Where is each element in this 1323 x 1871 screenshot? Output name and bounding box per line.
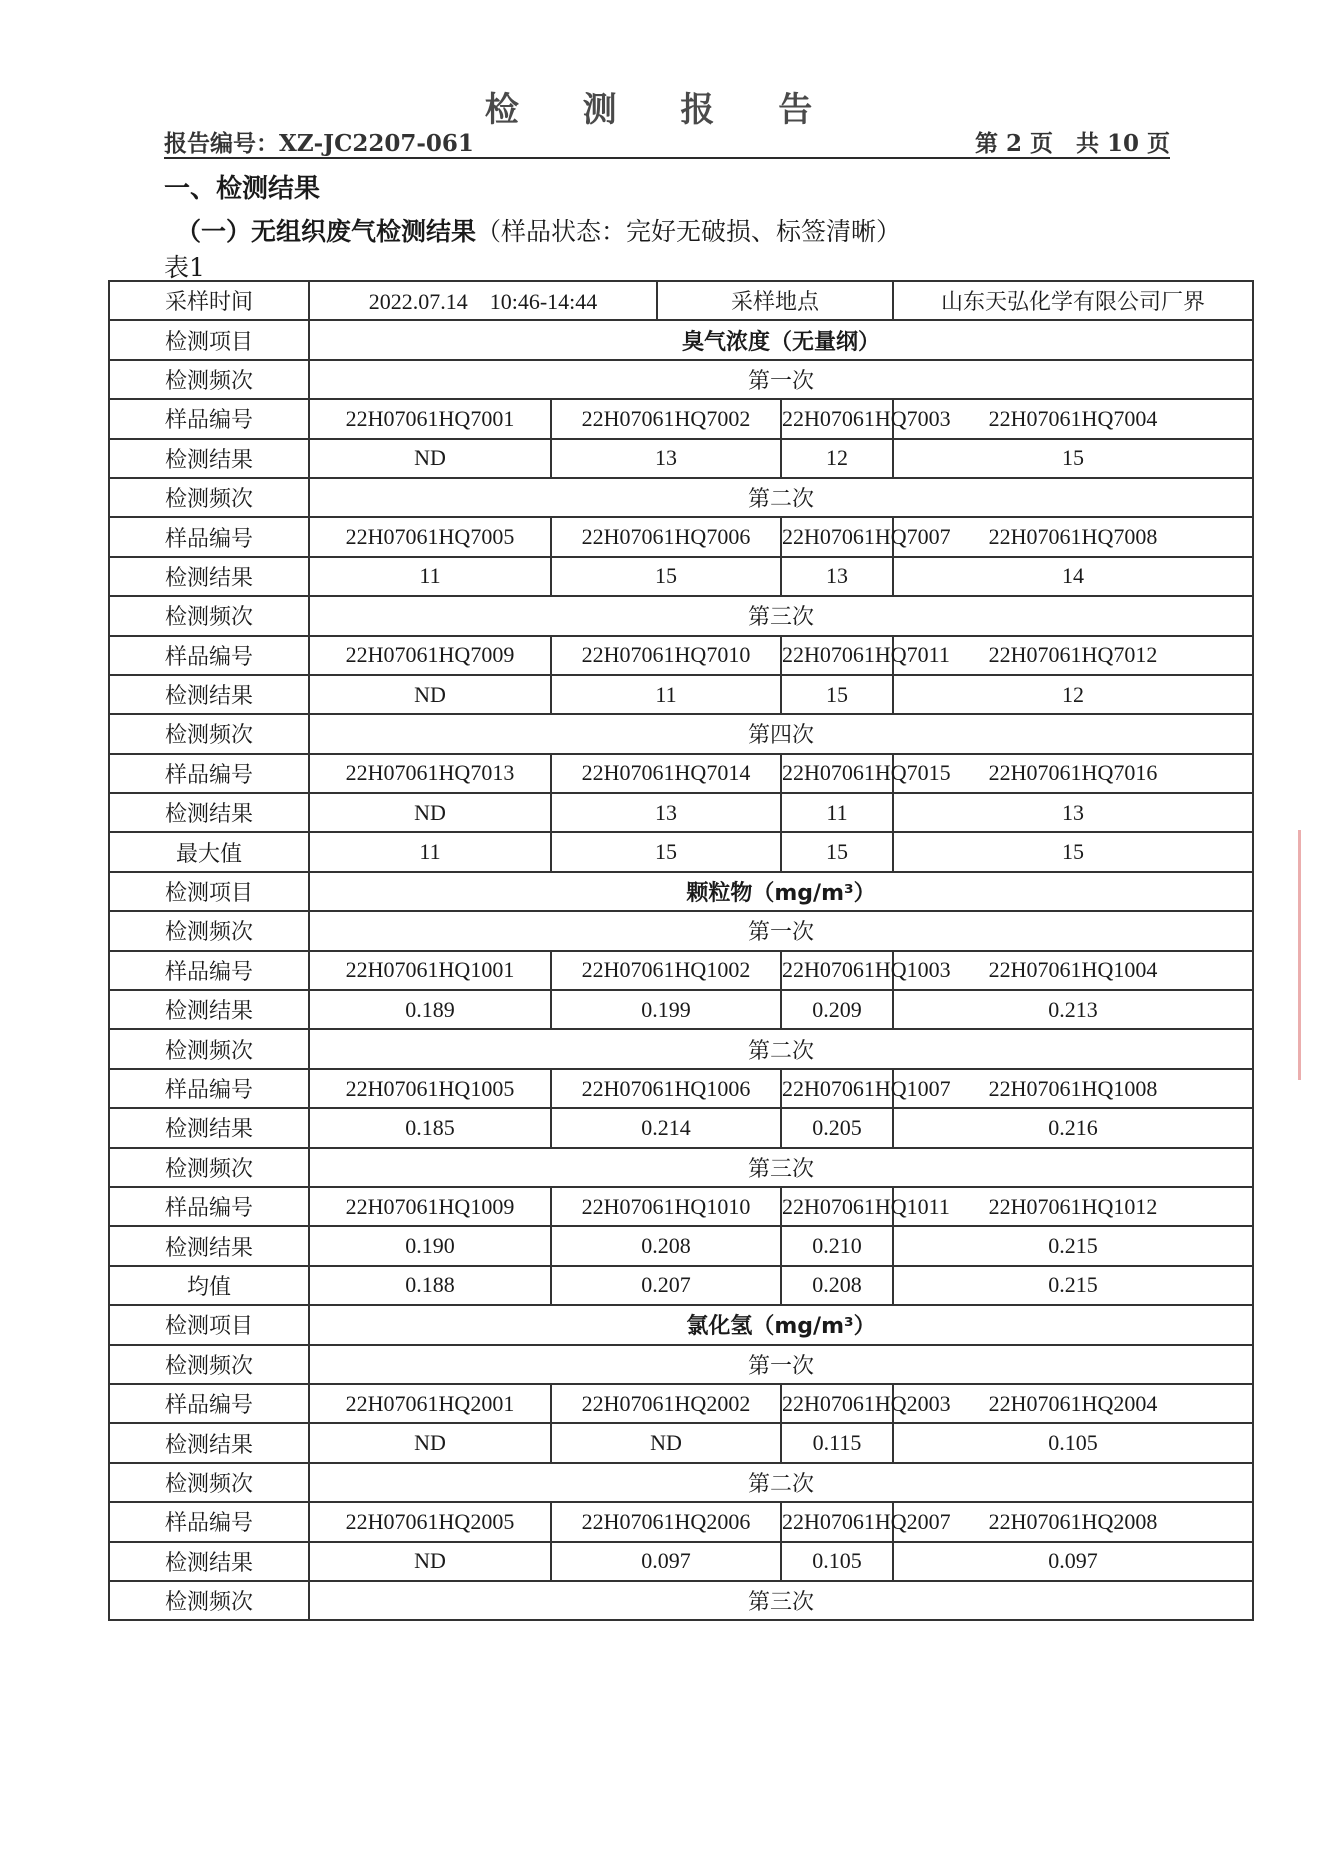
row-label: 检测项目 — [109, 320, 309, 359]
test-item-value: 臭气浓度（无量纲） — [309, 320, 1253, 359]
row-value-cell: ND — [309, 439, 551, 478]
row-value-cell: 11 — [309, 557, 551, 596]
row-label: 样品编号 — [109, 636, 309, 675]
row-value-cell: 0.097 — [893, 1542, 1253, 1581]
row-value-cell: 0.215 — [893, 1266, 1253, 1305]
row-value-cell: 15 — [893, 439, 1253, 478]
row-label: 检测频次 — [109, 596, 309, 635]
row-value-cell: 13 — [551, 793, 781, 832]
row-value-cell: 22H07061HQ2004 — [893, 1384, 1253, 1423]
report-title: 检 测 报 告 — [484, 90, 839, 130]
table-row — [109, 1502, 1253, 1541]
row-value-cell: 22H07061HQ2005 — [309, 1502, 551, 1541]
row-value-cell: 0.199 — [551, 990, 781, 1029]
row-value-cell: 22H07061HQ7007 — [781, 517, 893, 556]
row-label: 样品编号 — [109, 951, 309, 990]
test-frequency-value: 第一次 — [309, 360, 1253, 399]
table-row — [109, 1305, 1253, 1344]
row-value-cell: 15 — [781, 675, 893, 714]
sample-status-note: （样品状态：完好无破损、标签清晰） — [476, 217, 902, 246]
row-value-cell: 0.105 — [781, 1542, 893, 1581]
row-value-cell: 22H07061HQ1005 — [309, 1069, 551, 1108]
row-label: 均值 — [109, 1266, 309, 1305]
table-row — [109, 320, 1253, 359]
table-row — [109, 1148, 1253, 1187]
row-label: 样品编号 — [109, 1384, 309, 1423]
row-value-cell: ND — [309, 1423, 551, 1462]
row-value-cell: 13 — [781, 557, 893, 596]
row-value-cell: 22H07061HQ2008 — [893, 1502, 1253, 1541]
table-row — [109, 1266, 1253, 1305]
row-value-cell: 22H07061HQ2007 — [781, 1502, 893, 1541]
table-row — [109, 911, 1253, 950]
row-value-cell: ND — [309, 1542, 551, 1581]
row-value-cell: 0.115 — [781, 1423, 893, 1462]
row-value-cell: 0.189 — [309, 990, 551, 1029]
row-label: 检测结果 — [109, 793, 309, 832]
subsection-heading — [176, 212, 901, 248]
sampling-time-value: 2022.07.14 10:46-14:44 — [309, 281, 657, 320]
row-value-cell: 0.209 — [781, 990, 893, 1029]
test-frequency-value: 第四次 — [309, 714, 1253, 753]
row-label: 样品编号 — [109, 399, 309, 438]
row-value-cell: 22H07061HQ7008 — [893, 517, 1253, 556]
table-row — [109, 1384, 1253, 1423]
table-row — [109, 714, 1253, 753]
row-label: 样品编号 — [109, 1069, 309, 1108]
table-row — [109, 557, 1253, 596]
row-value-cell: ND — [309, 793, 551, 832]
row-value-cell: 0.213 — [893, 990, 1253, 1029]
row-value-cell: 22H07061HQ7003 — [781, 399, 893, 438]
row-label: 检测频次 — [109, 360, 309, 399]
row-value-cell: 15 — [551, 832, 781, 871]
table-row — [109, 754, 1253, 793]
row-label: 检测频次 — [109, 1463, 309, 1502]
test-frequency-value: 第三次 — [309, 1581, 1253, 1620]
row-value-cell: 11 — [551, 675, 781, 714]
row-label: 最大值 — [109, 832, 309, 871]
row-value-cell: 22H07061HQ7016 — [893, 754, 1253, 793]
page-info: 第 2 页 共 10 页 — [974, 130, 1170, 157]
row-value-cell: 0.188 — [309, 1266, 551, 1305]
row-label: 检测频次 — [109, 911, 309, 950]
row-value-cell: 0.215 — [893, 1226, 1253, 1265]
table-row — [109, 1345, 1253, 1384]
table-row — [109, 675, 1253, 714]
table-row — [109, 1542, 1253, 1581]
sampling-location-label: 采样地点 — [657, 281, 893, 320]
report-number: 报告编号：XZ-JC2207-061 — [164, 130, 474, 157]
row-value-cell: 0.205 — [781, 1108, 893, 1147]
row-value-cell: 22H07061HQ1006 — [551, 1069, 781, 1108]
test-frequency-value: 第二次 — [309, 1463, 1253, 1502]
test-frequency-value: 第三次 — [309, 596, 1253, 635]
row-value-cell: 15 — [781, 832, 893, 871]
row-value-cell: 0.214 — [551, 1108, 781, 1147]
table-row — [109, 1423, 1253, 1462]
row-label: 检测频次 — [109, 478, 309, 517]
row-value-cell: 11 — [781, 793, 893, 832]
row-value-cell: 22H07061HQ1002 — [551, 951, 781, 990]
row-value-cell: 22H07061HQ1007 — [781, 1069, 893, 1108]
report-header — [164, 125, 1170, 159]
table-row — [109, 596, 1253, 635]
table-row — [109, 439, 1253, 478]
table-row — [109, 1069, 1253, 1108]
row-label: 检测频次 — [109, 714, 309, 753]
row-value-cell: 22H07061HQ1010 — [551, 1187, 781, 1226]
table-row — [109, 832, 1253, 871]
test-frequency-value: 第一次 — [309, 911, 1253, 950]
row-label: 检测项目 — [109, 1305, 309, 1344]
table-row — [109, 951, 1253, 990]
section-heading: 一、检测结果 — [164, 174, 321, 204]
row-value-cell: 0.190 — [309, 1226, 551, 1265]
row-value-cell: 0.208 — [551, 1226, 781, 1265]
test-item-value: 氯化氢（mg/m³） — [309, 1305, 1253, 1344]
row-value-cell: 22H07061HQ7002 — [551, 399, 781, 438]
row-label: 检测频次 — [109, 1029, 309, 1068]
test-frequency-value: 第二次 — [309, 1029, 1253, 1068]
row-value-cell: 13 — [551, 439, 781, 478]
row-label: 检测结果 — [109, 439, 309, 478]
row-value-cell: 22H07061HQ1004 — [893, 951, 1253, 990]
row-label: 样品编号 — [109, 1502, 309, 1541]
table-row — [109, 1108, 1253, 1147]
row-value-cell: 22H07061HQ7005 — [309, 517, 551, 556]
table-row — [109, 872, 1253, 911]
row-value-cell: 22H07061HQ7001 — [309, 399, 551, 438]
table-row — [109, 360, 1253, 399]
row-value-cell: 0.097 — [551, 1542, 781, 1581]
row-label: 检测结果 — [109, 1423, 309, 1462]
row-value-cell: 22H07061HQ7004 — [893, 399, 1253, 438]
row-value-cell: 14 — [893, 557, 1253, 596]
row-label: 检测结果 — [109, 990, 309, 1029]
row-label: 检测结果 — [109, 1226, 309, 1265]
table-row — [109, 1187, 1253, 1226]
row-value-cell: 12 — [893, 675, 1253, 714]
row-label: 检测频次 — [109, 1345, 309, 1384]
test-frequency-value: 第一次 — [309, 1345, 1253, 1384]
row-value-cell: 11 — [309, 832, 551, 871]
row-value-cell: 22H07061HQ1008 — [893, 1069, 1253, 1108]
sampling-info-row — [109, 281, 1253, 320]
row-label: 检测结果 — [109, 557, 309, 596]
row-value-cell: 22H07061HQ2001 — [309, 1384, 551, 1423]
row-value-cell: 22H07061HQ1009 — [309, 1187, 551, 1226]
sampling-time-label: 采样时间 — [109, 281, 309, 320]
table-row — [109, 1226, 1253, 1265]
row-value-cell: 15 — [551, 557, 781, 596]
row-label: 样品编号 — [109, 1187, 309, 1226]
row-value-cell: ND — [551, 1423, 781, 1462]
sampling-location-value: 山东天弘化学有限公司厂界 — [893, 281, 1253, 320]
row-value-cell: 22H07061HQ7014 — [551, 754, 781, 793]
table-row — [109, 636, 1253, 675]
row-value-cell: 12 — [781, 439, 893, 478]
row-value-cell: 0.207 — [551, 1266, 781, 1305]
table-row — [109, 793, 1253, 832]
row-value-cell: 15 — [893, 832, 1253, 871]
row-label: 检测结果 — [109, 675, 309, 714]
row-value-cell: 22H07061HQ7015 — [781, 754, 893, 793]
row-value-cell: 22H07061HQ1012 — [893, 1187, 1253, 1226]
row-value-cell: 22H07061HQ7013 — [309, 754, 551, 793]
row-value-cell: 22H07061HQ7011 — [781, 636, 893, 675]
row-value-cell: 22H07061HQ1001 — [309, 951, 551, 990]
table-row — [109, 478, 1253, 517]
row-value-cell: 22H07061HQ7009 — [309, 636, 551, 675]
row-label: 检测频次 — [109, 1148, 309, 1187]
row-value-cell: 0.210 — [781, 1226, 893, 1265]
row-value-cell: 0.185 — [309, 1108, 551, 1147]
table-row — [109, 1029, 1253, 1068]
row-value-cell: 13 — [893, 793, 1253, 832]
row-value-cell: 22H07061HQ7006 — [551, 517, 781, 556]
seal-edge-mark — [1298, 830, 1323, 1080]
table-row — [109, 990, 1253, 1029]
row-value-cell: 0.216 — [893, 1108, 1253, 1147]
test-item-value: 颗粒物（mg/m³） — [309, 872, 1253, 911]
row-value-cell: 22H07061HQ1003 — [781, 951, 893, 990]
subsection-title: （一）无组织废气检测结果 — [176, 217, 477, 246]
test-frequency-value: 第二次 — [309, 478, 1253, 517]
results-table — [108, 280, 1254, 1621]
table-row — [109, 1463, 1253, 1502]
table-row — [109, 399, 1253, 438]
row-value-cell: 0.105 — [893, 1423, 1253, 1462]
row-value-cell: 22H07061HQ1011 — [781, 1187, 893, 1226]
row-value-cell: ND — [309, 675, 551, 714]
test-frequency-value: 第三次 — [309, 1148, 1253, 1187]
row-value-cell: 22H07061HQ7012 — [893, 636, 1253, 675]
row-value-cell: 22H07061HQ7010 — [551, 636, 781, 675]
row-label: 检测结果 — [109, 1108, 309, 1147]
table-number: 表1 — [164, 253, 205, 282]
row-value-cell: 0.208 — [781, 1266, 893, 1305]
row-label: 检测结果 — [109, 1542, 309, 1581]
row-label: 检测频次 — [109, 1581, 309, 1620]
row-label: 检测项目 — [109, 872, 309, 911]
row-label: 样品编号 — [109, 754, 309, 793]
row-value-cell: 22H07061HQ2002 — [551, 1384, 781, 1423]
row-value-cell: 22H07061HQ2006 — [551, 1502, 781, 1541]
table-row — [109, 1581, 1253, 1620]
row-value-cell: 22H07061HQ2003 — [781, 1384, 893, 1423]
row-label: 样品编号 — [109, 517, 309, 556]
table-row — [109, 517, 1253, 556]
